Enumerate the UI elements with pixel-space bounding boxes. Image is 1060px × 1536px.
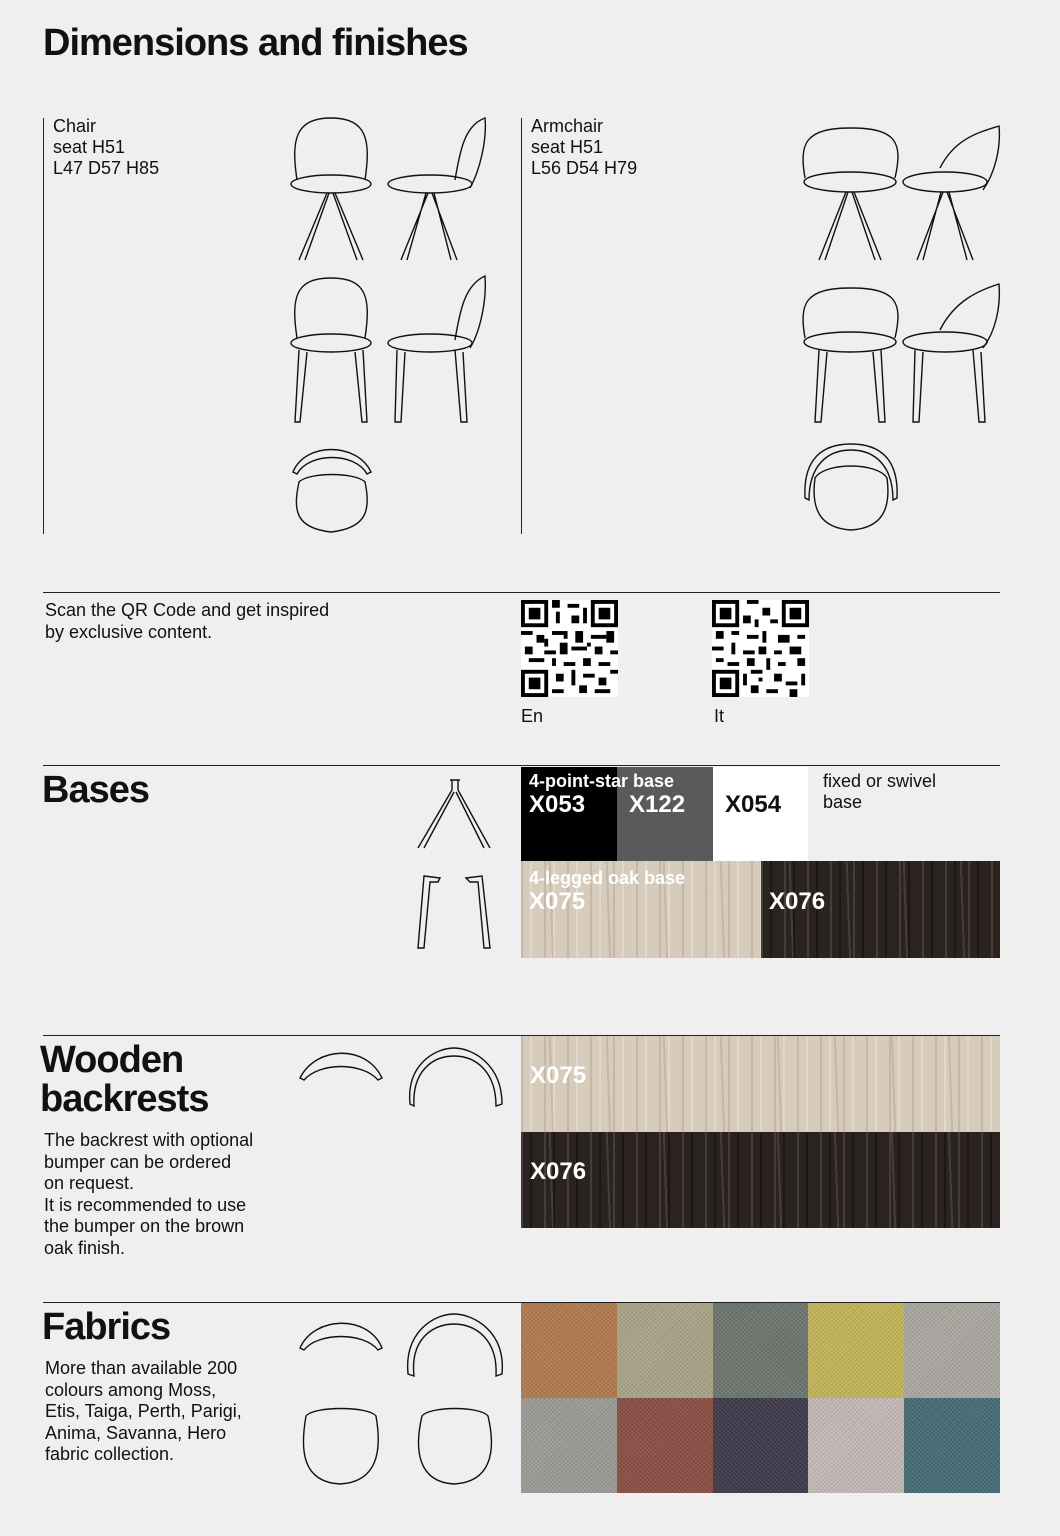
fabrics-description: [45, 1358, 242, 1466]
backrest-code-x075: X075: [530, 1062, 587, 1089]
backrest-top-drawing: [300, 1053, 382, 1080]
backrest-code-x076: X076: [530, 1158, 587, 1185]
armchair-front-legs-drawing: [803, 288, 898, 422]
code-x053: X053: [529, 791, 586, 818]
chair-front-star-drawing: [291, 118, 371, 260]
fabrics-desc-line: Anima, Savanna, Hero: [45, 1422, 227, 1443]
page-title: Dimensions and finishes: [43, 22, 468, 64]
bases-title: Bases: [42, 769, 149, 811]
swatch-backrest-x076[interactable]: [521, 1132, 1000, 1228]
upholstered-backrest-drawing: [300, 1323, 382, 1350]
star-base-note: [823, 771, 936, 813]
fabric-swatch[interactable]: [617, 1303, 713, 1398]
backrests-description: [44, 1130, 253, 1259]
fabric-swatch[interactable]: [808, 1303, 904, 1398]
seat-cushion-drawing: [303, 1409, 378, 1485]
seat-cushion-arm-drawing: [419, 1409, 492, 1485]
armchair-divider: [521, 118, 522, 534]
bases-drawings: [410, 776, 500, 952]
armchair-spec: [531, 116, 637, 179]
qr-code-it[interactable]: [712, 600, 809, 697]
qr-divider: [43, 592, 1000, 593]
fabric-swatch[interactable]: [617, 1398, 713, 1493]
fabric-swatch[interactable]: [521, 1398, 617, 1493]
backrest-drawings: [296, 1044, 511, 1110]
qr-code-en[interactable]: [521, 600, 618, 697]
fabric-swatch[interactable]: [521, 1303, 617, 1398]
chair-top-drawing: [293, 450, 371, 533]
backrest-bumper-drawing: [410, 1048, 502, 1106]
code-x122: X122: [629, 791, 686, 818]
oak-base-label: 4-legged oak base: [529, 868, 686, 888]
oak-code-x075: X075: [529, 888, 586, 915]
fabric-swatch[interactable]: [713, 1398, 809, 1493]
fabrics-desc-line: Etis, Taiga, Perth, Parigi,: [45, 1401, 242, 1421]
qr-intro-line-1: Scan the QR Code and get inspired: [45, 600, 330, 620]
chair-seat: seat H51: [53, 137, 126, 157]
armchair-drawings: [795, 118, 1010, 538]
chair-drawings: [285, 110, 495, 542]
fabric-drawings: [296, 1310, 511, 1488]
backrests-title-line-1: Wooden: [40, 1039, 184, 1081]
oak-legs-icon: [418, 876, 490, 948]
upholstered-backrest-arm-drawing: [408, 1314, 503, 1376]
chair-spec: [53, 116, 159, 179]
armchair-side-star-drawing: [903, 126, 999, 260]
code-x054: X054: [725, 791, 782, 818]
backrests-desc-line: bumper can be ordered: [44, 1151, 232, 1172]
armchair-side-legs-drawing: [903, 284, 999, 422]
backrests-title-line-2: backrests: [40, 1078, 209, 1120]
armchair-front-star-drawing: [803, 128, 898, 260]
backrests-desc-line: oak finish.: [44, 1237, 126, 1258]
fabric-swatch[interactable]: [904, 1303, 1000, 1398]
chair-name: Chair: [53, 116, 97, 136]
star-base-note-line-2: base: [823, 792, 863, 812]
qr-label-it: It: [714, 706, 725, 726]
backrests-desc-line: It is recommended to use: [44, 1194, 247, 1215]
backrests-desc-line: The backrest with optional: [44, 1130, 254, 1150]
qr-intro: [45, 600, 329, 643]
star-base-label: 4-point-star base: [529, 771, 675, 791]
fabric-swatch-grid: [521, 1303, 1000, 1493]
fabrics-title: Fabrics: [42, 1306, 171, 1348]
qr-label-en: En: [521, 706, 544, 726]
oak-code-x076: X076: [769, 888, 826, 915]
fabric-swatch[interactable]: [713, 1303, 809, 1398]
armchair-seat: seat H51: [531, 137, 604, 157]
fabrics-desc-line: More than available 200: [45, 1358, 238, 1378]
fabrics-desc-line: fabric collection.: [45, 1444, 175, 1464]
qr-intro-line-2: by exclusive content.: [45, 621, 213, 642]
fabrics-desc-line: colours among Moss,: [45, 1379, 217, 1400]
armchair-top-drawing: [805, 444, 897, 530]
star-base-icon: [418, 780, 490, 848]
chair-side-legs-drawing: [388, 276, 485, 422]
fabric-swatch[interactable]: [904, 1398, 1000, 1493]
chair-divider: [43, 118, 44, 534]
bases-divider: [43, 765, 1000, 766]
backrests-title: [40, 1041, 208, 1119]
backrests-desc-line: on request.: [44, 1173, 135, 1193]
armchair-dims: L56 D54 H79: [531, 158, 638, 178]
chair-dims: L47 D57 H85: [53, 158, 160, 178]
star-base-note-line-1: fixed or swivel: [823, 771, 937, 791]
backrests-desc-line: the bumper on the brown: [44, 1216, 245, 1236]
chair-front-legs-drawing: [291, 278, 371, 422]
fabric-swatch[interactable]: [808, 1398, 904, 1493]
armchair-name: Armchair: [531, 116, 604, 136]
swatch-backrest-x075[interactable]: [521, 1036, 1000, 1132]
chair-side-star-drawing: [388, 118, 485, 260]
